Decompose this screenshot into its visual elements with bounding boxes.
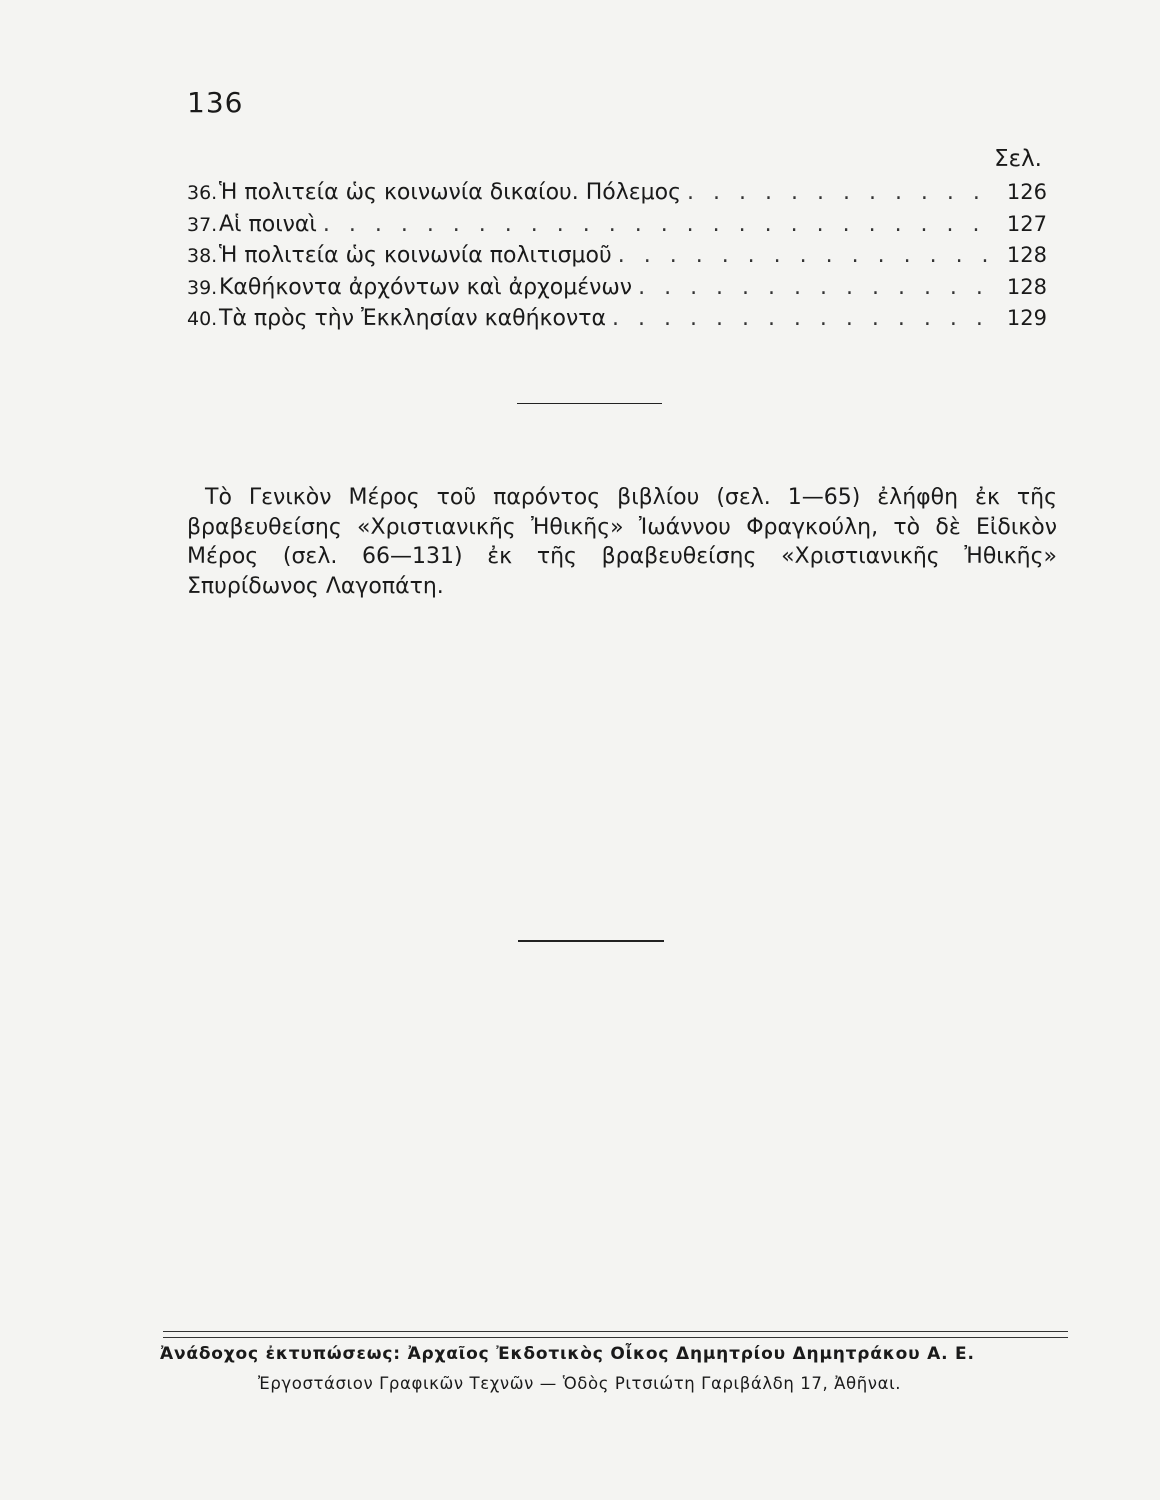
toc-entry-number: 40. — [187, 308, 218, 330]
source-note: Τὸ Γενικὸν Μέρος τοῦ παρόντος βιβλίου (σελ. 1—65) ἐλήφθη ἐκ τῆς βραβευθείσης «Χριστιανικῆς Ἠθικῆς» Ἰωάννου Φραγκούλη, τὸ δὲ Εἰδικὸν Μέρος (σελ. 66—131) ἐκ τῆς βραβευθείσης «Χριστιανικῆς Ἠθικῆς» Σπυρίδωνος Λαγοπάτη. — [187, 485, 1057, 599]
toc-entry-number: 39. — [187, 276, 218, 299]
toc-leader-dots — [618, 243, 987, 268]
toc-entry-number: 36. — [187, 182, 218, 204]
toc-entry-page: 129 — [1006, 306, 1047, 330]
toc-entry-title: Ἡ πολιτεία ὡς κοινωνία πολιτισμοῦ — [219, 243, 612, 268]
toc-column-header: Σελ. — [994, 146, 1042, 172]
section-divider — [517, 403, 662, 404]
page-number: 136 — [187, 86, 244, 119]
toc-entry-title: Τὰ πρὸς τὴν Ἐκκλησίαν καθήκοντα — [219, 306, 607, 331]
printer-credit: Ἀνάδοχος ἐκτυπώσεως: Ἀρχαῖος Ἐκδοτικὸς Οἶκος Δημητρίου Δημητράκου Α. Ε. — [160, 1344, 975, 1364]
table-of-contents — [187, 180, 1047, 338]
toc-entry-36 — [187, 180, 1047, 212]
toc-entry-page: 128 — [1006, 243, 1047, 267]
imprint-rule-top — [163, 1331, 1068, 1332]
toc-entry-number: 38. — [187, 245, 218, 267]
toc-entry-38 — [187, 243, 1047, 275]
toc-entry-number: 37. — [187, 213, 218, 236]
printer-address: Ἐργοστάσιον Γραφικῶν Τεχνῶν — Ὁδὸς Ριτσιώτη Γαριβάλδη 17, Ἀθῆναι. — [258, 1374, 902, 1393]
toc-entry-39 — [187, 275, 1047, 307]
toc-entry-37 — [187, 212, 1047, 244]
toc-leader-dots — [323, 212, 987, 237]
toc-entry-title: Αἱ ποιναὶ — [219, 211, 317, 237]
toc-entry-40 — [187, 306, 1047, 338]
imprint-rule-bottom — [163, 1337, 1068, 1338]
toc-entry-title: Καθήκοντα ἀρχόντων καὶ ἀρχομένων — [219, 274, 633, 300]
toc-entry-title: Ἡ πολιτεία ὡς κοινωνία δικαίου. Πόλεμος — [219, 180, 682, 205]
toc-leader-dots — [638, 275, 987, 300]
toc-leader-dots — [612, 306, 987, 331]
toc-entry-page: 128 — [1006, 274, 1047, 299]
toc-entry-page: 126 — [1006, 180, 1047, 204]
toc-entry-page: 127 — [1006, 211, 1047, 236]
toc-leader-dots — [687, 180, 987, 205]
section-divider-lower — [518, 940, 664, 942]
